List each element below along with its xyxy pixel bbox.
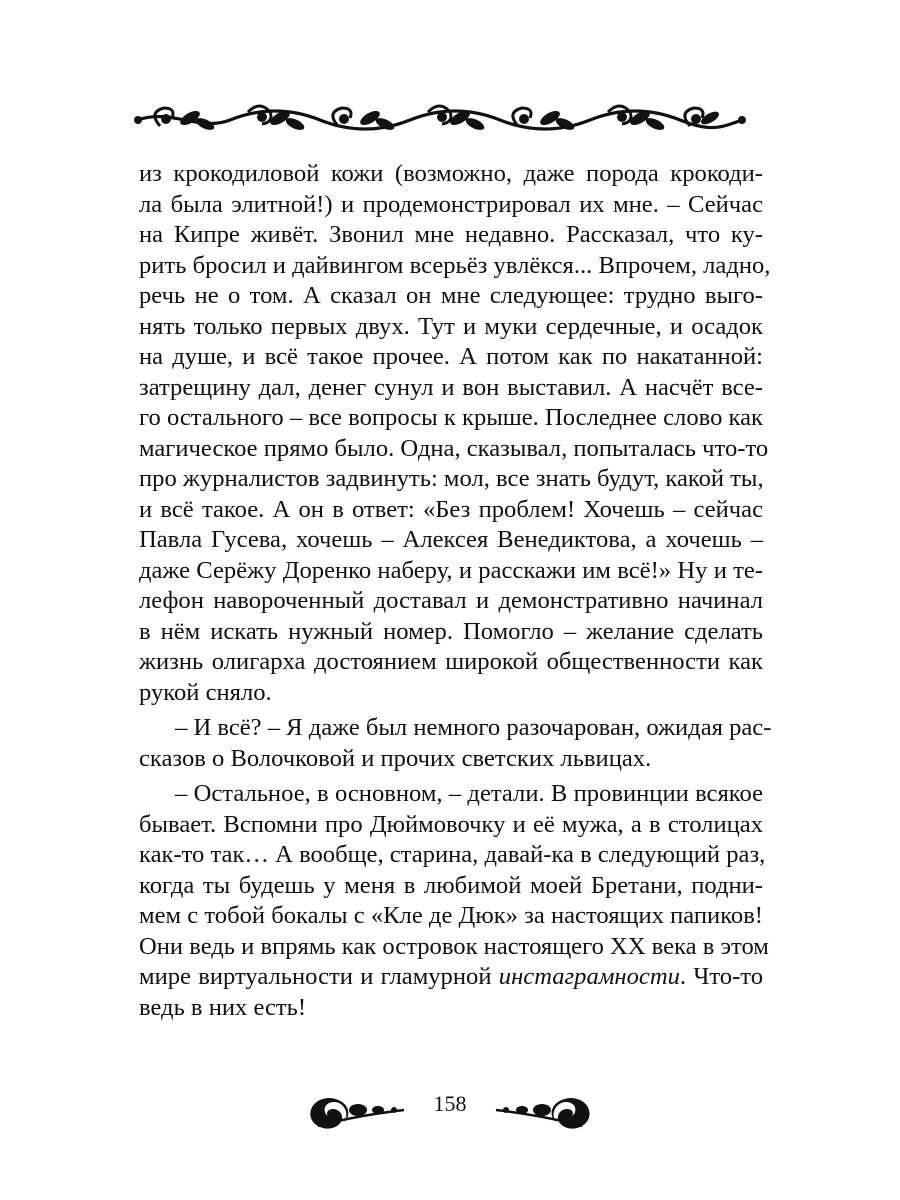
text-line: речь не о том. А сказал он мне следующее: трудно выго- bbox=[139, 282, 763, 309]
text-line: в нём искать нужный номер. Помогло – желание сделать bbox=[139, 617, 763, 645]
text-segment: мире виртуальности и гламурной bbox=[139, 963, 499, 990]
text-line: магическое прямо было. Одна, сказывал, попыталась что-то bbox=[139, 434, 769, 462]
text-line: даже Серёжу Доренко наберу, и расскажи им всё!» Ну и те- bbox=[139, 556, 763, 584]
text-line: го остального – все вопросы к крыше. Последнее слово как bbox=[139, 404, 763, 431]
text-line: Они ведь и впрямь как островок настоящего XX века в этом bbox=[139, 932, 769, 960]
text-line: жизнь олигарха достоянием широкой общественности как bbox=[139, 648, 763, 675]
text-line: ла была элитной!) и продемонстрировал их мне. – Сейчас bbox=[139, 190, 763, 218]
text-line: как-то так… А вообще, старина, давай-ка в следующий раз, bbox=[139, 841, 766, 868]
text-line: когда ты будешь у меня в любимой моей Бретани, подни- bbox=[139, 871, 763, 899]
text-line bbox=[139, 962, 763, 993]
text-line: ведь в них есть! bbox=[139, 993, 307, 1021]
text-line: нять только первых двух. Тут и муки сердечные, и осадок bbox=[139, 312, 763, 340]
text-line: рукой сняло. bbox=[139, 678, 272, 706]
page-footer bbox=[300, 1080, 600, 1140]
text-line: лефон навороченный доставал и демонстративно начинал bbox=[139, 587, 763, 614]
text-line: на Кипре живёт. Звонил мне недавно. Рассказал, что ку- bbox=[139, 221, 763, 248]
text-line: рить бросил и дайвингом всерьёз увлёкся... Впрочем, ладно, bbox=[139, 251, 771, 279]
floral-vine-border-icon bbox=[130, 88, 750, 148]
page-number: 158 bbox=[433, 1091, 467, 1116]
text-line: – И всё? – Я даже был немного разочарован, ожидая рас- bbox=[175, 714, 772, 741]
text-line: из крокодиловой кожи (возможно, даже порода крокоди- bbox=[139, 160, 763, 187]
text-line: сказов о Волочковой и прочих светских львицах. bbox=[139, 744, 652, 772]
text-segment: . Что-то bbox=[679, 963, 763, 990]
text-line: и всё такое. А он в ответ: «Без проблем! Хочешь – сейчас bbox=[139, 495, 763, 523]
swirl-flourish-icon bbox=[300, 1080, 410, 1140]
text-line: Павла Гусева, хочешь – Алексея Венедиктова, а хочешь – bbox=[139, 526, 763, 553]
text-line: про журналистов задвинуть: мол, все знать будут, какой ты, bbox=[139, 465, 764, 492]
text-line: затрещину дал, денег сунул и вон выставил. А насчёт все- bbox=[139, 373, 763, 401]
swirl-flourish-icon bbox=[490, 1080, 600, 1140]
text-line: на душе, и всё такое прочее. А потом как по накатанной: bbox=[139, 343, 763, 370]
body-text bbox=[139, 159, 772, 1023]
italic-word: инстаграмности bbox=[498, 963, 680, 990]
text-line: бывает. Вспомни про Дюймовочку и её мужа, а в столицах bbox=[139, 810, 763, 838]
text-line: мем с тобой бокалы с «Кле де Дюк» за настоящих папиков! bbox=[139, 902, 763, 929]
text-line: – Остальное, в основном, – детали. В провинции всякое bbox=[175, 780, 763, 807]
